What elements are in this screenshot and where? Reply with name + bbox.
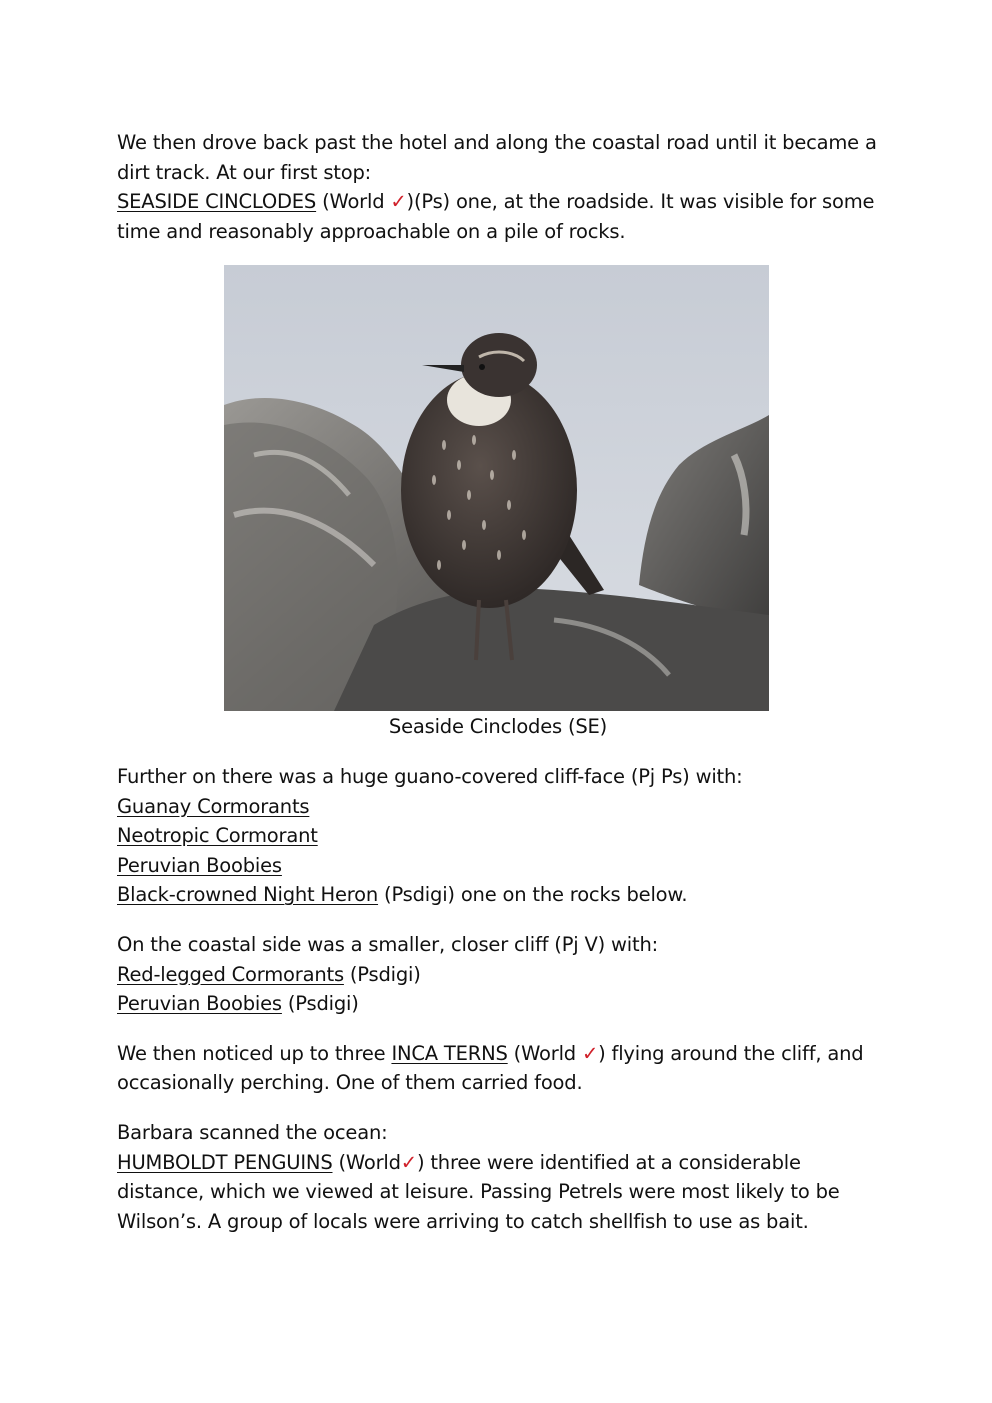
species-item: Peruvian Boobies (117, 992, 282, 1016)
check-icon: ✓ (390, 190, 407, 214)
check-icon: ✓ (400, 1150, 417, 1174)
penguins-intro: Barbara scanned the ocean: (117, 1120, 388, 1144)
species-item: Peruvian Boobies (117, 853, 282, 877)
cliff-section: Further on there was a huge guano-covered cliff-face (Pj Ps) with: Guanay Cormorants Neotropic Cormorant Peruvian Boobies Black-crowned Night Heron (Psdigi) one on the rocks below. (117, 764, 743, 907)
species-item: Black-crowned Night Heron (117, 883, 379, 907)
terns-paragraph: We then noticed up to three INCA TERNS (World ✓) flying around the cliff, and occasionally perching. One of them carried food. (117, 1041, 864, 1095)
intro-text: We then drove back past the hotel and along the coastal road until it became a dirt track. At our first stop: (117, 131, 877, 184)
species-humboldt-penguins: HUMBOLDT PENGUINS (117, 1150, 333, 1174)
coastal-intro: On the coastal side was a smaller, closer cliff (Pj V) with: (117, 932, 658, 956)
species-item: Red-legged Cormorants (117, 962, 344, 986)
species-inca-terns: INCA TERNS (391, 1041, 508, 1065)
photo-caption: Seaside Cinclodes (SE) (388, 715, 608, 739)
species-seaside-cinclodes: SEASIDE CINCLODES (117, 190, 317, 214)
check-icon: ✓ (581, 1041, 599, 1065)
cliff-intro: Further on there was a huge guano-covered cliff-face (Pj Ps) with: (117, 764, 743, 788)
penguins-paragraph: Barbara scanned the ocean: HUMBOLDT PENGUINS (World✓) three were identified at a considerable distance, which we viewed at leisure. Passing Petrels were most likely to be Wilson’s. A group of locals were arriving to catch shellfish to use as bait. (117, 1120, 840, 1233)
intro-paragraph: We then drove back past the hotel and along the coastal road until it became a dirt track. At our first stop: SEASIDE CINCLODES (World ✓)(Ps) one, at the roadside. It was visible for some time and reasonably approachable on a pile of rocks. (117, 131, 877, 243)
coastal-section: On the coastal side was a smaller, closer cliff (Pj V) with: Red-legged Cormorants (Psdigi) Peruvian Boobies (Psdigi) (117, 932, 658, 1016)
species-item: Guanay Cormorants (117, 794, 310, 818)
document-page (117, 128, 879, 1236)
species-item: Neotropic Cormorant (117, 824, 318, 848)
seaside-cinclodes-photo (224, 265, 769, 711)
